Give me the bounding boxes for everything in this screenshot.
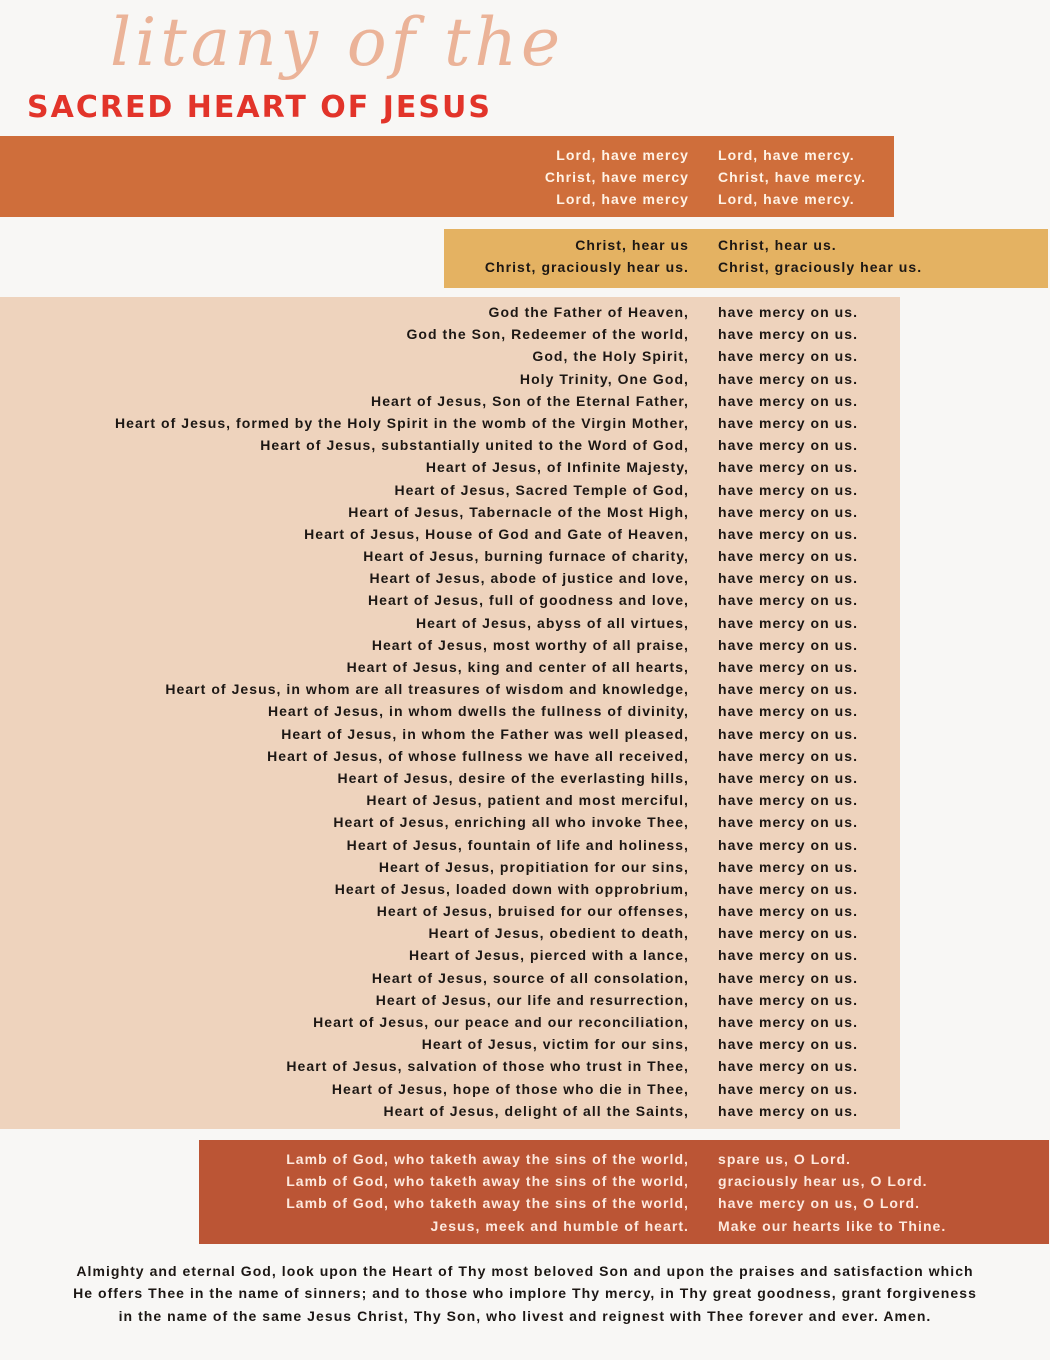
litany-row <box>0 1078 859 1100</box>
invocation-text: Heart of Jesus, salvation of those who trust in Thee, <box>286 1058 689 1075</box>
response-text: spare us, O Lord. <box>718 1151 851 1167</box>
response-text: have mercy on us. <box>718 370 859 387</box>
response-text: Christ, graciously hear us. <box>718 259 923 276</box>
litany-row <box>0 323 859 345</box>
invocation-text: Heart of Jesus, king and center of all hearts, <box>346 659 689 675</box>
response-text: have mercy on us. <box>718 880 859 897</box>
invocation-text: Lamb of God, who taketh away the sins of the world, <box>286 1151 689 1167</box>
response-text: have mercy on us. <box>718 725 859 742</box>
litany-row <box>0 989 859 1011</box>
response-text: have mercy on us. <box>718 636 859 653</box>
invocation-text: Christ, have mercy <box>544 169 689 186</box>
invocation-text: Heart of Jesus, in whom the Father was well pleased, <box>281 725 689 742</box>
response-text: have mercy on us. <box>718 570 859 587</box>
response-text: have mercy on us. <box>718 703 859 720</box>
response-text: have mercy on us. <box>718 437 859 454</box>
litany-row <box>0 1011 859 1033</box>
litany-row <box>0 944 859 966</box>
response-text: have mercy on us. <box>718 481 859 498</box>
litany-row <box>0 1100 859 1122</box>
litany-row <box>0 589 859 611</box>
invocation-text: Heart of Jesus, our life and resurrection, <box>375 991 689 1008</box>
response-text: have mercy on us. <box>718 681 859 698</box>
litany-row <box>0 166 867 188</box>
litany-row <box>0 234 837 256</box>
invocation-text: Heart of Jesus, most worthy of all praise, <box>371 636 689 653</box>
litany-row <box>0 922 859 944</box>
invocation-text: God, the Holy Spirit, <box>532 348 689 365</box>
litany-row <box>0 368 859 390</box>
response-text: have mercy on us. <box>718 858 859 875</box>
litany-row <box>0 523 859 545</box>
litany-row <box>0 390 859 412</box>
page-title: SACRED HEART OF JESUS <box>27 90 492 125</box>
response-text: have mercy on us. <box>718 769 859 786</box>
invocations-section <box>0 297 900 1129</box>
litany-row <box>0 634 859 656</box>
litany-row <box>0 1148 851 1170</box>
litany-row <box>0 1170 928 1192</box>
litany-row <box>0 345 859 367</box>
response-text: Christ, have mercy. <box>718 169 867 186</box>
litany-row <box>0 967 859 989</box>
litany-row <box>0 811 859 833</box>
response-text: have mercy on us. <box>718 969 859 986</box>
response-text: have mercy on us. <box>718 592 859 609</box>
response-text: have mercy on us. <box>718 903 859 920</box>
response-text: have mercy on us. <box>718 659 859 675</box>
litany-row <box>0 612 859 634</box>
response-text: graciously hear us, O Lord. <box>718 1173 928 1190</box>
invocation-text: Heart of Jesus, abyss of all virtues, <box>415 614 689 631</box>
invocation-text: Lord, have mercy <box>556 147 689 163</box>
litany-row <box>0 256 923 278</box>
litany-row <box>0 834 859 856</box>
invocation-text: Heart of Jesus, formed by the Holy Spirit in the womb of the Virgin Mother, <box>115 414 689 431</box>
prayer-line: He offers Thee in the name of sinners; and to those who implore Thy mercy, in Thy great goodness, grant forgiveness <box>73 1285 977 1302</box>
response-text: have mercy on us. <box>718 1080 859 1097</box>
invocation-text: Heart of Jesus, Sacred Temple of God, <box>394 481 689 498</box>
invocation-text: Heart of Jesus, substantially united to the Word of God, <box>260 437 689 454</box>
response-text: have mercy on us. <box>718 1014 859 1030</box>
response-text: have mercy on us. <box>718 1036 859 1053</box>
invocation-text: Heart of Jesus, obedient to death, <box>428 925 689 942</box>
invocation-text: God the Son, Redeemer of the world, <box>406 326 689 343</box>
response-text: have mercy on us. <box>718 414 859 431</box>
response-text: Make our hearts like to Thine. <box>718 1217 947 1234</box>
invocation-text: Heart of Jesus, source of all consolation, <box>371 969 689 986</box>
litany-row <box>0 856 859 878</box>
prayer-line: Almighty and eternal God, look upon the Heart of Thy most beloved Son and upon the praises and satisfaction which <box>76 1263 974 1279</box>
invocation-text: Heart of Jesus, House of God and Gate of Heaven, <box>304 525 689 542</box>
invocation-text: Heart of Jesus, abode of justice and love, <box>369 570 689 587</box>
litany-row <box>0 745 859 767</box>
invocation-text: Heart of Jesus, in whom are all treasures of wisdom and knowledge, <box>165 681 689 698</box>
response-text: have mercy on us. <box>718 392 859 409</box>
closing-prayer <box>40 1260 1010 1327</box>
response-text: have mercy on us. <box>718 614 859 631</box>
invocation-text: Heart of Jesus, of whose fullness we have all received, <box>267 747 689 764</box>
litany-row <box>0 789 859 811</box>
hear-section <box>444 229 1048 288</box>
response-text: Lord, have mercy. <box>718 191 855 208</box>
mercy-section <box>0 136 894 217</box>
litany-row <box>0 656 859 678</box>
litany-row <box>0 567 859 589</box>
response-text: have mercy on us. <box>718 925 859 942</box>
invocation-text: Christ, graciously hear us. <box>484 259 689 276</box>
invocation-text: Heart of Jesus, pierced with a lance, <box>408 947 689 964</box>
litany-row <box>0 678 859 700</box>
invocation-text: Heart of Jesus, bruised for our offenses, <box>376 903 689 920</box>
invocation-text: Heart of Jesus, our peace and our reconciliation, <box>313 1014 689 1030</box>
litany-row <box>0 456 859 478</box>
invocation-text: Heart of Jesus, victim for our sins, <box>421 1036 689 1053</box>
litany-row <box>0 545 859 567</box>
litany-row <box>0 767 859 789</box>
response-text: have mercy on us. <box>718 525 859 542</box>
invocation-text: Holy Trinity, One God, <box>519 370 689 387</box>
response-text: have mercy on us. <box>718 991 859 1008</box>
invocation-text: Heart of Jesus, Tabernacle of the Most High, <box>348 503 689 520</box>
response-text: have mercy on us. <box>718 304 859 320</box>
invocation-text: Heart of Jesus, loaded down with opprobrium, <box>334 880 689 897</box>
response-text: have mercy on us. <box>718 947 859 964</box>
invocation-text: God the Father of Heaven, <box>488 304 689 320</box>
invocation-text: Lamb of God, who taketh away the sins of the world, <box>286 1195 689 1212</box>
litany-row <box>0 723 859 745</box>
invocation-text: Jesus, meek and humble of heart. <box>430 1217 689 1234</box>
invocation-text: Heart of Jesus, Son of the Eternal Father, <box>371 392 689 409</box>
litany-row <box>0 1215 947 1237</box>
script-title: litany of the <box>110 4 565 81</box>
litany-row <box>0 1033 859 1055</box>
invocation-text: Heart of Jesus, in whom dwells the fullness of divinity, <box>267 703 689 720</box>
invocation-text: Heart of Jesus, of Infinite Majesty, <box>425 459 689 476</box>
response-text: have mercy on us. <box>718 836 859 853</box>
litany-row <box>0 1192 921 1214</box>
invocation-text: Heart of Jesus, propitiation for our sins, <box>378 858 689 875</box>
response-text: have mercy on us. <box>718 1102 859 1119</box>
invocation-text: Heart of Jesus, desire of the everlasting hills, <box>337 769 689 786</box>
invocation-text: Lord, have mercy <box>556 191 689 208</box>
litany-row <box>0 479 859 501</box>
invocation-text: Lamb of God, who taketh away the sins of the world, <box>286 1173 689 1190</box>
lamb-of-god-section <box>199 1140 1049 1244</box>
response-text: Christ, hear us. <box>718 237 837 253</box>
litany-row <box>0 412 859 434</box>
litany-row <box>0 878 859 900</box>
response-text: have mercy on us. <box>718 814 859 831</box>
response-text: have mercy on us. <box>718 548 859 565</box>
response-text: have mercy on us. <box>718 1058 859 1075</box>
litany-row <box>0 144 855 166</box>
litany-row <box>0 700 859 722</box>
invocation-text: Heart of Jesus, enriching all who invoke Thee, <box>333 814 689 831</box>
invocation-text: Heart of Jesus, full of goodness and love, <box>367 592 689 609</box>
response-text: have mercy on us. <box>718 747 859 764</box>
invocation-text: Christ, hear us <box>575 237 689 253</box>
response-text: have mercy on us, O Lord. <box>718 1195 921 1212</box>
response-text: have mercy on us. <box>718 326 859 343</box>
prayer-line: in the name of the same Jesus Christ, Thy Son, who livest and reignest with Thee forever and ever. Amen. <box>118 1307 932 1324</box>
response-text: have mercy on us. <box>718 792 859 809</box>
invocation-text: Heart of Jesus, fountain of life and holiness, <box>346 836 689 853</box>
response-text: Lord, have mercy. <box>718 147 855 163</box>
litany-row <box>0 188 855 210</box>
response-text: have mercy on us. <box>718 503 859 520</box>
litany-row <box>0 1055 859 1077</box>
invocation-text: Heart of Jesus, hope of those who die in Thee, <box>331 1080 689 1097</box>
litany-row <box>0 501 859 523</box>
response-text: have mercy on us. <box>718 459 859 476</box>
litany-row <box>0 900 859 922</box>
response-text: have mercy on us. <box>718 348 859 365</box>
invocation-text: Heart of Jesus, delight of all the Saints, <box>383 1102 689 1119</box>
invocation-text: Heart of Jesus, burning furnace of charity, <box>363 548 689 565</box>
litany-row <box>0 434 859 456</box>
litany-row <box>0 301 859 323</box>
invocation-text: Heart of Jesus, patient and most merciful, <box>366 792 689 809</box>
